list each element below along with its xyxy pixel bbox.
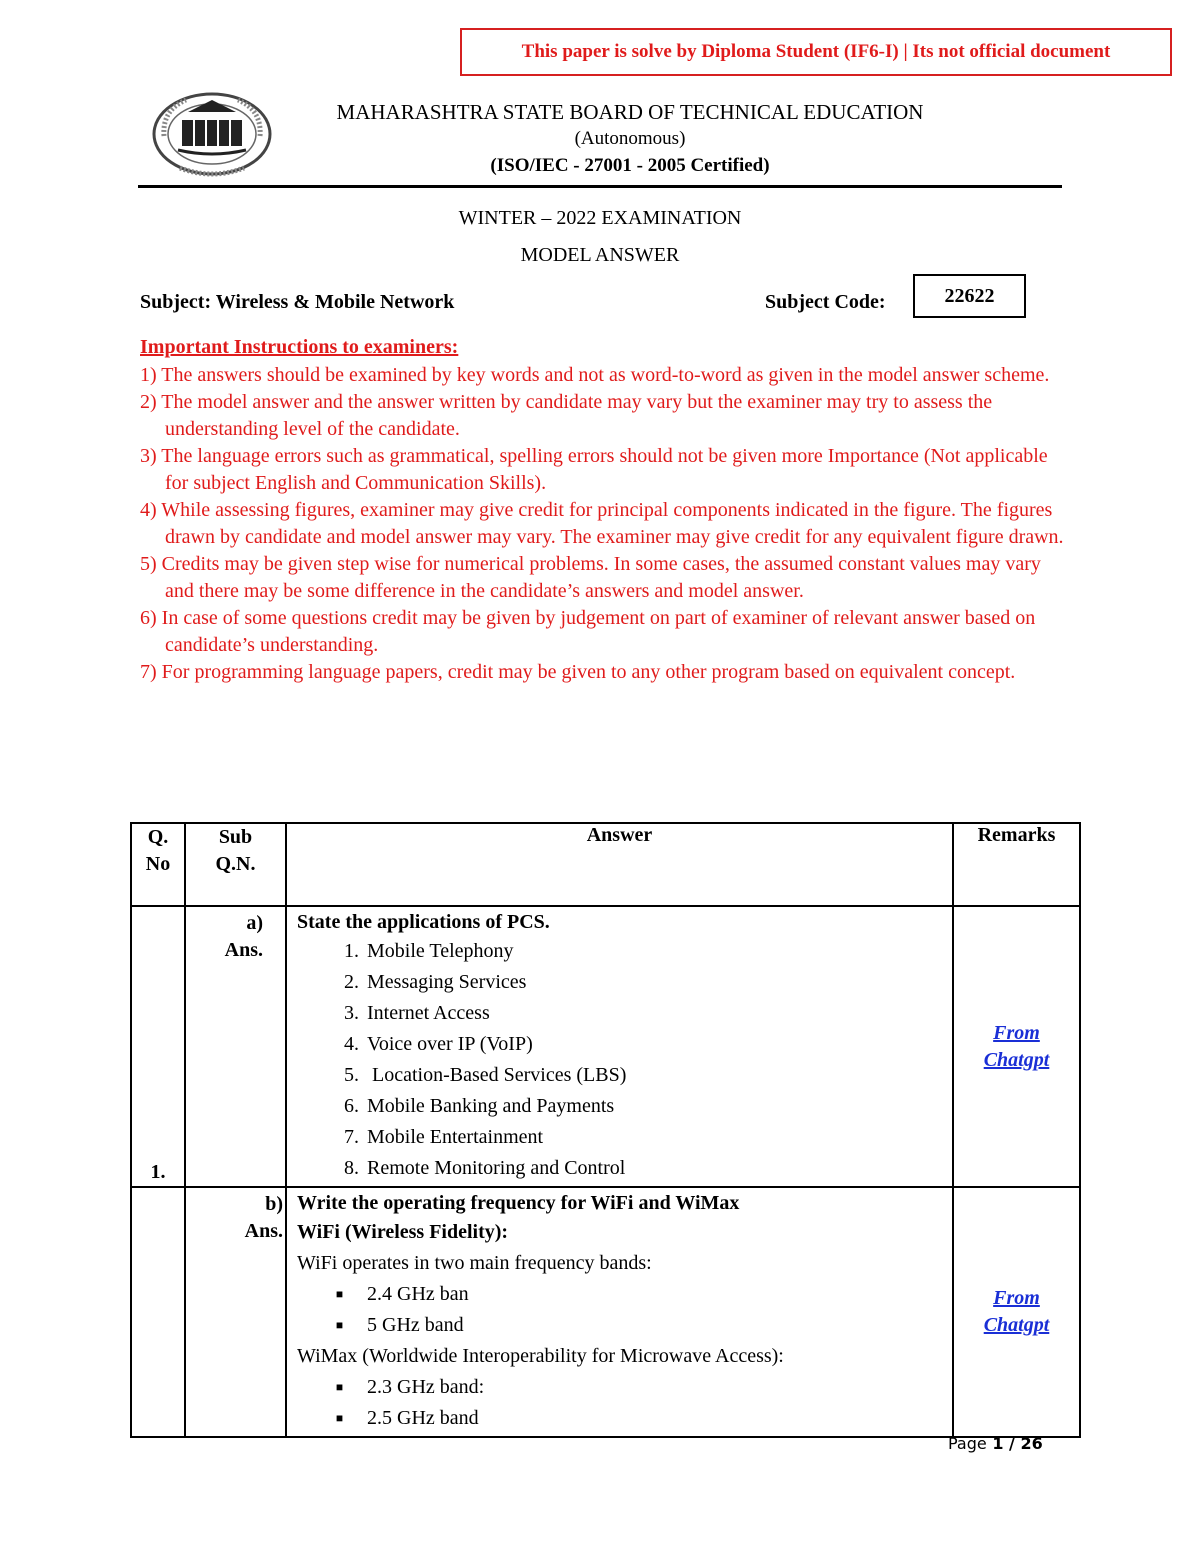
header-answer: Answer [286, 823, 953, 906]
list-item: 5. Location-Based Services (LBS) [297, 1060, 948, 1091]
instruction-item: 4) While assessing figures, examiner may give credit for principal components indicated in the figure. The figures drawn by candidate and model answer may vary. The examiner may give credit for any equivalent figure drawn. [140, 499, 1064, 548]
list-item-text: Voice over IP (VoIP) [367, 1033, 533, 1055]
instruction-item: 1) The answers should be examined by key words and not as word-to-word as given in the model answer scheme. [140, 364, 1050, 386]
instruction-item: 2) The model answer and the answer written by candidate may vary but the examiner may try to assess the understanding level of the candidate. [140, 391, 993, 440]
header-qno-line1: Q. [147, 826, 169, 848]
wifi-intro: WiFi operates in two main frequency bands: [297, 1252, 652, 1274]
board-status: (Autonomous) [574, 128, 686, 149]
table-header-row [131, 823, 1080, 906]
table-row [131, 1187, 1080, 1437]
list-item-text: Mobile Telephony [367, 940, 514, 962]
header-qno [131, 823, 185, 906]
list-item-text: Remote Monitoring and Control [367, 1157, 626, 1179]
list-item: 2. Messaging Services [297, 967, 948, 998]
list-item-text: 2.4 GHz ban [367, 1283, 469, 1305]
list-item: 8. Remote Monitoring and Control [297, 1153, 948, 1184]
subject-code-label: Subject Code: [765, 291, 886, 313]
header-subqno [185, 823, 286, 906]
instructions-title: Important Instructions to examiners: [140, 336, 459, 358]
wimax-band-list [297, 1372, 948, 1434]
source-link[interactable] [984, 1285, 1050, 1339]
source-link-line1: From [993, 1021, 1040, 1044]
page-number [948, 1434, 1043, 1453]
list-item-text: 5 GHz band [367, 1314, 464, 1336]
question-text: Write the operating frequency for WiFi and WiMax [297, 1192, 740, 1214]
list-item: ■ 2.3 GHz band: [297, 1372, 948, 1403]
header-divider [138, 185, 1062, 188]
board-certification: (ISO/IEC - 27001 - 2005 Certified) [490, 155, 770, 176]
remarks-cell [953, 906, 1080, 1187]
list-item-text: Internet Access [367, 1002, 490, 1024]
list-item: ■ 2.5 GHz band [297, 1403, 948, 1434]
page-separator: / [1009, 1434, 1015, 1453]
source-link[interactable] [984, 1020, 1050, 1074]
subquestion-label [185, 1187, 286, 1437]
list-item-text: Location-Based Services (LBS) [367, 1064, 627, 1086]
board-name: MAHARASHTRA STATE BOARD OF TECHNICAL EDUCATION [336, 100, 924, 124]
instruction-item: 3) The language errors such as grammatical, spelling errors should not be given more Importance (Not applicable for subject English and Communication Skills). [140, 445, 1048, 494]
instruction-item: 5) Credits may be given step wise for numerical problems. In some cases, the assumed constant values may vary and there may be some difference in the candidate’s answers and model answer. [140, 553, 1041, 602]
page-label: Page [948, 1434, 987, 1453]
answer-table [130, 822, 1081, 1438]
header-subqno-line1: Sub [218, 826, 253, 848]
source-link-line1: From [993, 1287, 1040, 1309]
subquestion-label [185, 906, 286, 1187]
list-item: 7. Mobile Entertainment [297, 1122, 948, 1153]
list-item-text: Messaging Services [367, 971, 527, 993]
wifi-heading: WiFi (Wireless Fidelity): [297, 1221, 509, 1243]
subject-code: 22622 [913, 274, 1026, 318]
list-item-text: 2.5 GHz band [367, 1407, 479, 1429]
table-row [131, 906, 1080, 1187]
ans-label: Ans. [244, 1220, 283, 1242]
exam-title: WINTER – 2022 EXAMINATION [458, 207, 742, 229]
source-link-line2: Chatgpt [983, 1314, 1050, 1336]
list-item: ■ 5 GHz band [297, 1310, 948, 1341]
answer-list [297, 936, 948, 1184]
question-text: State the applications of PCS. [297, 911, 550, 933]
list-item-text: 2.3 GHz band: [367, 1376, 485, 1398]
answer-cell [286, 906, 953, 1187]
header-remarks: Remarks [953, 823, 1080, 906]
header-subqno-line2: Q.N. [215, 853, 256, 875]
list-item: 6. Mobile Banking and Payments [297, 1091, 948, 1122]
exam-subtitle: MODEL ANSWER [520, 244, 680, 266]
page-current: 1 [992, 1434, 1004, 1453]
list-item-text: Mobile Banking and Payments [367, 1095, 615, 1117]
subquestion-id: b) [265, 1193, 283, 1215]
wifi-band-list [297, 1279, 948, 1341]
list-item: 4. Voice over IP (VoIP) [297, 1029, 948, 1060]
list-item: ■ 2.4 GHz ban [297, 1279, 948, 1310]
msbte-logo [150, 90, 275, 178]
instruction-item: 7) For programming language papers, credit may be given to any other program based on equivalent concept. [140, 661, 1016, 683]
ans-label: Ans. [224, 939, 263, 961]
instruction-item: 6) In case of some questions credit may be given by judgement on part of examiner of relevant answer based on candidate’s understanding. [140, 607, 1036, 656]
subquestion-id: a) [246, 912, 263, 934]
remarks-cell [953, 1187, 1080, 1437]
subject-name: Subject: Wireless & Mobile Network [140, 291, 455, 313]
instructions-list [140, 362, 1070, 686]
answer-cell [286, 1187, 953, 1437]
list-item: 1. Mobile Telephony [297, 936, 948, 967]
list-item: 3. Internet Access [297, 998, 948, 1029]
disclaimer-banner: This paper is solve by Diploma Student (IF6-I) | Its not official document [460, 28, 1172, 76]
question-number-empty [131, 1187, 185, 1437]
wimax-heading: WiMax (Worldwide Interoperability for Microwave Access): [297, 1345, 784, 1367]
source-link-line2: Chatgpt [983, 1048, 1050, 1071]
page-total: 26 [1020, 1434, 1043, 1453]
list-item-text: Mobile Entertainment [367, 1126, 544, 1148]
question-number: 1. [131, 906, 185, 1187]
header-qno-line2: No [145, 853, 171, 875]
